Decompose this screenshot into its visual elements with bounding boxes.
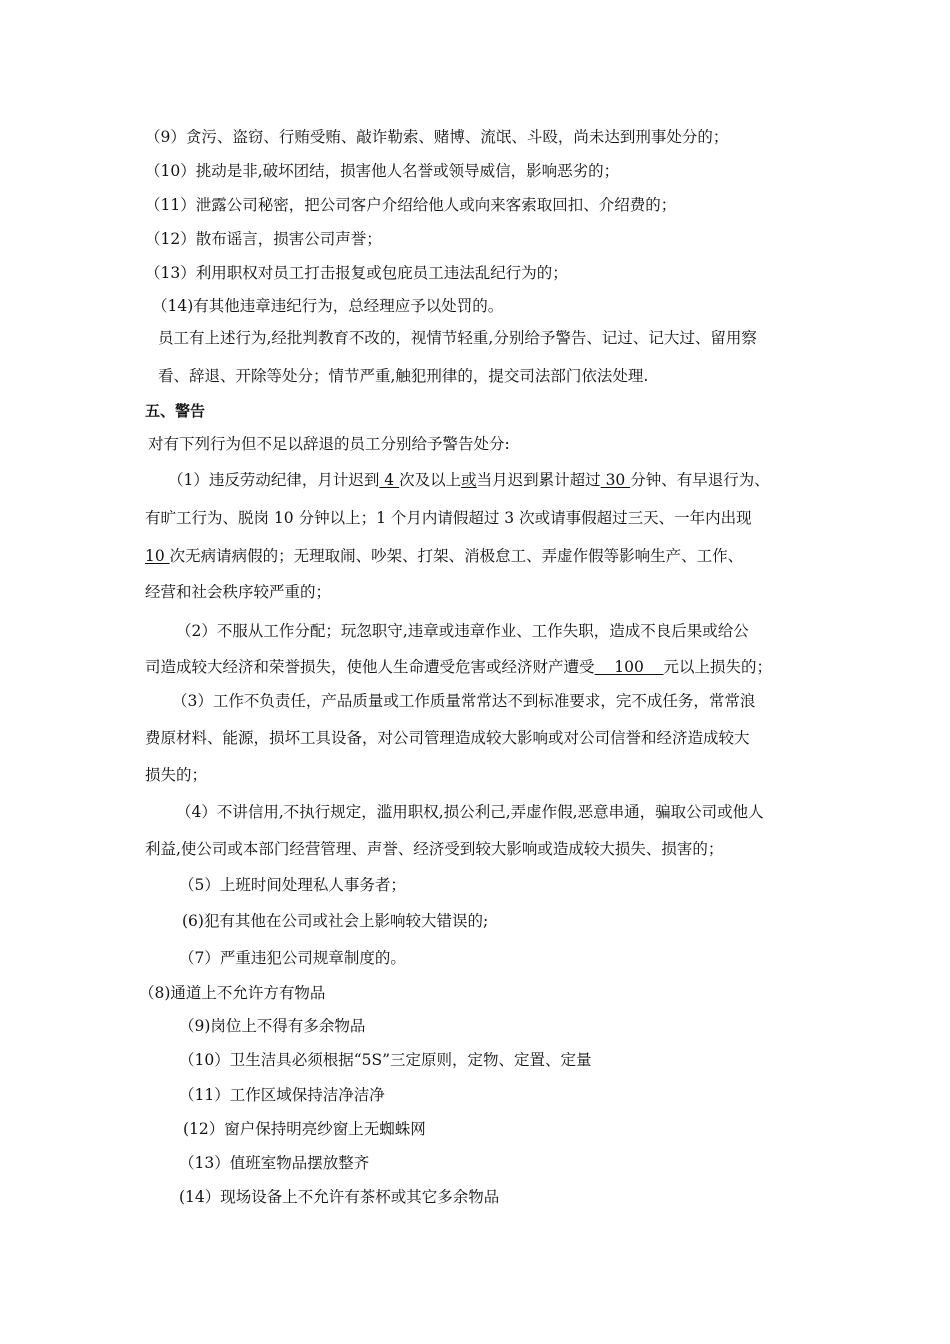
warning-item-10: （10）卫生洁具必须根据“5S”三定原则，定物、定置、定量 — [179, 1051, 592, 1069]
summary-line-2: 看、辞退、开除等处分；情节严重,触犯刑律的，提交司法部门依法处理. — [158, 367, 649, 385]
rule-item-9: （9）贪污、盗窃、行贿受贿、敲诈勒索、赌博、流氓、斗殴，尚未达到刑事处分的； — [145, 128, 729, 146]
rule-item-14: （14)有其他违章违纪行为，总经理应予以处罚的。 — [152, 297, 504, 315]
loss-amount-blank: 100 — [594, 658, 664, 676]
warning-item-7: （7）严重违犯公司规章制度的。 — [179, 949, 406, 967]
rule-item-13: （13）利用职权对员工打击报复或包庇员工违法乱纪行为的； — [145, 264, 568, 282]
warning-item-8: （8)通道上不允许方有物品 — [139, 984, 326, 1002]
warning-item-13: （13）值班室物品摆放整齐 — [179, 1154, 370, 1172]
warning-item-11: （11）工作区域保持洁净洁净 — [179, 1086, 385, 1104]
summary-line-1: 员工有上述行为,经批判教育不改的，视情节轻重,分别给予警告、记过、记大过、留用察 — [158, 329, 757, 347]
warning-item-12: (12）窗户保持明亮纱窗上无蜘蛛网 — [183, 1120, 426, 1138]
warning-item-1-line-4: 经营和社会秩序较严重的； — [145, 583, 332, 601]
rule-item-11: （11）泄露公司秘密，把公司客户介绍给他人或向来客索取回扣、介绍费的； — [145, 196, 677, 214]
rule-item-10: （10）挑动是非,破坏团结，损害他人名誉或领导威信，影响恶劣的； — [145, 162, 620, 180]
warning-item-3-line-2: 费原材料、能源，损坏工具设备，对公司管理造成较大影响或对公司信誉和经济造成较大 — [145, 729, 750, 747]
section-heading: 五、警告 — [145, 402, 206, 420]
warning-item-2-line-1: （2）不服从工作分配；玩忽职守,违章或违章作业、工作失职，造成不良后果或给公 — [176, 622, 749, 640]
warning-item-1-line-1: （1）违反劳动纪律，月计迟到 4 次及以上或当月迟到累计超过 30 分钟、有早退行为、 — [168, 471, 770, 489]
warning-item-2-line-2: 司造成较大经济和荣誉损失，使他人生命遭受危害或经济财产遭受 100 元以上损失的； — [145, 658, 773, 676]
section-intro: 对有下列行为但不足以辞退的员工分别给予警告处分: — [148, 435, 510, 453]
warning-item-3-line-3: 损失的； — [145, 766, 208, 784]
warning-item-5: （5）上班时间处理私人事务者； — [179, 876, 406, 894]
warning-item-1-line-2: 有旷工行为、脱岗 10 分钟以上；1 个月内请假超过 3 次或请事假超过三天、一年内出现 — [145, 509, 752, 527]
warning-item-4-line-1: （4）不讲信用,不执行规定，滥用职权,损公利己,弄虚作假,恶意串通，骗取公司或他人 — [176, 803, 764, 821]
warning-item-1-line-3: 10 次无病请病假的；无理取闹、吵架、打架、消极怠工、弄虚作假等影响生产、工作、 — [145, 547, 744, 565]
warning-item-4-line-2: 利益,使公司或本部门经营管理、声誉、经济受到较大影响或造成较大损失、损害的； — [145, 840, 724, 858]
sick-leave-count-blank: 10 — [145, 547, 170, 565]
warning-item-3-line-1: （3）工作不负责任，产品质量或工作质量常常达不到标准要求，完不成任务，常常浪 — [172, 692, 756, 710]
rule-item-12: （12）散布谣言，损害公司声誉； — [145, 230, 382, 248]
warning-item-6: (6)犯有其他在公司或社会上影响较大错误的; — [182, 912, 489, 930]
warning-item-9: （9)岗位上不得有多余物品 — [179, 1017, 366, 1035]
late-minutes-blank: 30 — [600, 471, 631, 489]
warning-item-14: (14）现场设备上不允许有茶杯或其它多余物品 — [179, 1188, 500, 1206]
late-count-blank: 4 — [379, 471, 400, 489]
